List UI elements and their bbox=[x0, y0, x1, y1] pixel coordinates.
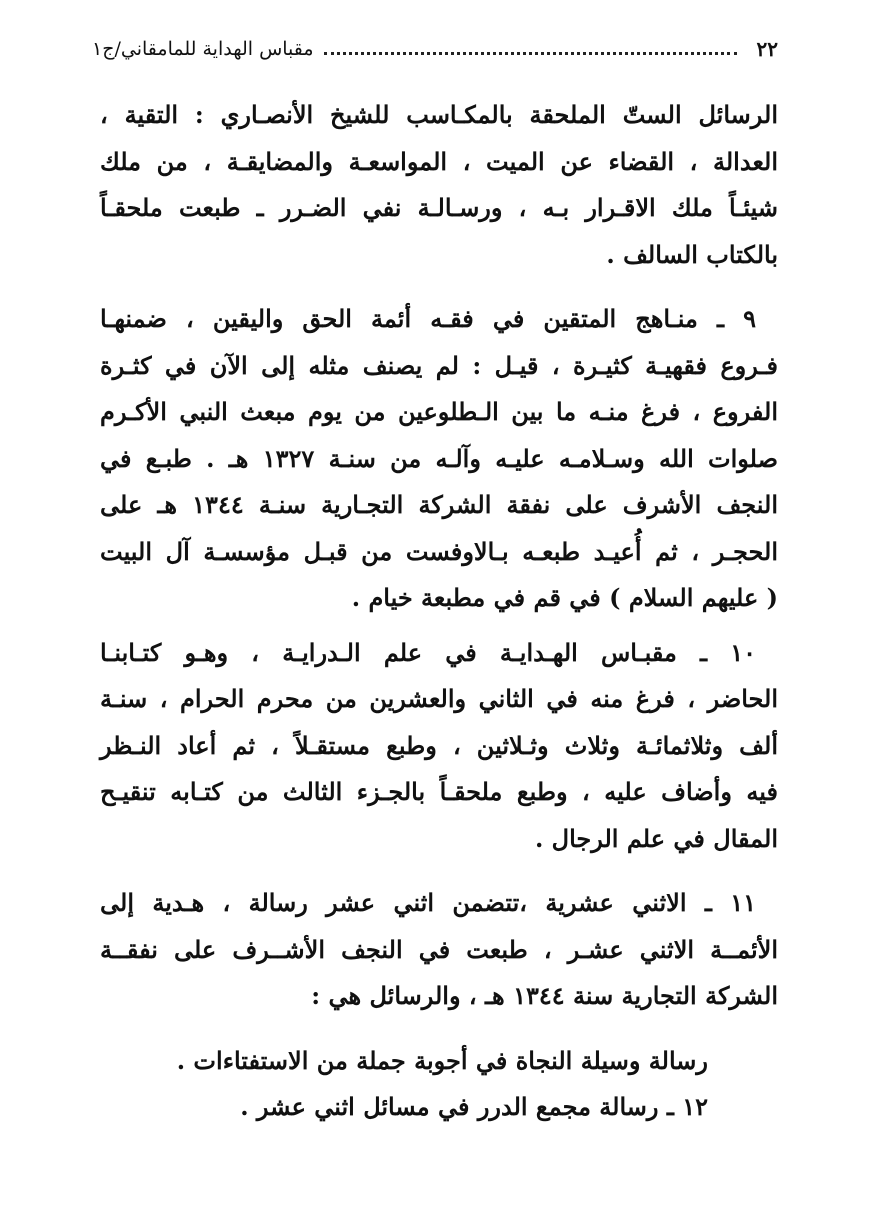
running-title: مقباس الهداية للمامقاني/ج١ bbox=[92, 38, 314, 60]
paragraph-item-11 bbox=[100, 880, 778, 1020]
text-line: المقال في علم الرجال . bbox=[534, 823, 778, 853]
text-line: ١١ ـ الاثني عشرية ،تتضمن اثني عشر رسالة ، هـدية إلى bbox=[100, 888, 756, 917]
text-line: الرسائل الستّ الملحقة بالمكـاسب للشيخ الأنصـاري : التقية ، bbox=[100, 100, 778, 129]
page-body bbox=[100, 92, 778, 1131]
page-number: ٢٢ bbox=[756, 37, 778, 61]
text-line: فيه وأضاف عليه ، وطبع ملحقـاً بالجـزء الثالث من كتـابه تنقيـح bbox=[100, 777, 778, 806]
paragraph-item-9 bbox=[100, 296, 778, 622]
text-line: الأئمــة الاثني عشـر ، طبعت في النجف الأشــرف على نفقــة bbox=[100, 934, 778, 964]
text-line: الشركة التجارية سنة ١٣٤٤ هـ ، والرسائل هي : bbox=[311, 981, 778, 1010]
text-line: شيئـاً ملك الاقـرار بـه ، ورسـالـة نفي الضـرر ـ طبعت ملحقـاً bbox=[100, 193, 778, 222]
text-line: فـروع فقهيـة كثيـرة ، قيـل : لم يصنف مثله إلى الآن في كثـرة bbox=[100, 350, 778, 380]
page-header bbox=[92, 32, 778, 66]
header-dotted-leader bbox=[324, 52, 737, 55]
paragraph-item-10 bbox=[100, 630, 778, 863]
text-line: الفروع ، فرغ منـه ما بين الـطلوعين من يوم مبعث النبي الأكـرم bbox=[100, 397, 778, 426]
list-item: ١٢ ـ رسالة مجمع الدرر في مسائل اثني عشر . bbox=[240, 1092, 708, 1121]
text-line: ١٠ ـ مقبـاس الهـدايـة في علم الـدرايـة ، وهـو كتـابنـا bbox=[100, 637, 756, 667]
text-line: ألف وثلاثمائـة وثلاث وثـلاثين ، وطبع مستقـلاً ، ثم أعاد النـظر bbox=[100, 730, 778, 760]
text-line: النجف الأشرف على نفقة الشركة التجـارية سنـة ١٣٤٤ هـ على bbox=[100, 490, 778, 519]
text-line: ٩ ـ منـاهج المتقين في فقـه أئمة الحق واليقين ، ضمنهـا bbox=[100, 304, 756, 333]
text-line: العدالة ، القضاء عن الميت ، المواسعـة والمضايقـة ، من ملك bbox=[100, 146, 779, 176]
text-line: الحجـر ، ثم أُعيـد طبعـه بـالاوفست من قبـل مؤسسـة آل البيت bbox=[100, 536, 778, 566]
treatise-list bbox=[100, 1038, 778, 1131]
text-line: بالكتاب السالف . bbox=[606, 239, 778, 269]
paragraph-ansari-treatises bbox=[100, 92, 778, 278]
text-line: صلوات الله وسـلامـه عليـه وآلـه من سنـة ١٣٢٧ هـ . طبـع في bbox=[100, 443, 778, 473]
list-item: رسالة وسيلة النجاة في أجوبة جملة من الاستفتاءات . bbox=[176, 1045, 708, 1075]
text-line: الحاضر ، فرغ منه في الثاني والعشرين من محرم الحرام ، سنـة bbox=[100, 684, 778, 713]
text-line: ( عليهم السلام ) في قم في مطبعة خيام . bbox=[351, 583, 778, 612]
